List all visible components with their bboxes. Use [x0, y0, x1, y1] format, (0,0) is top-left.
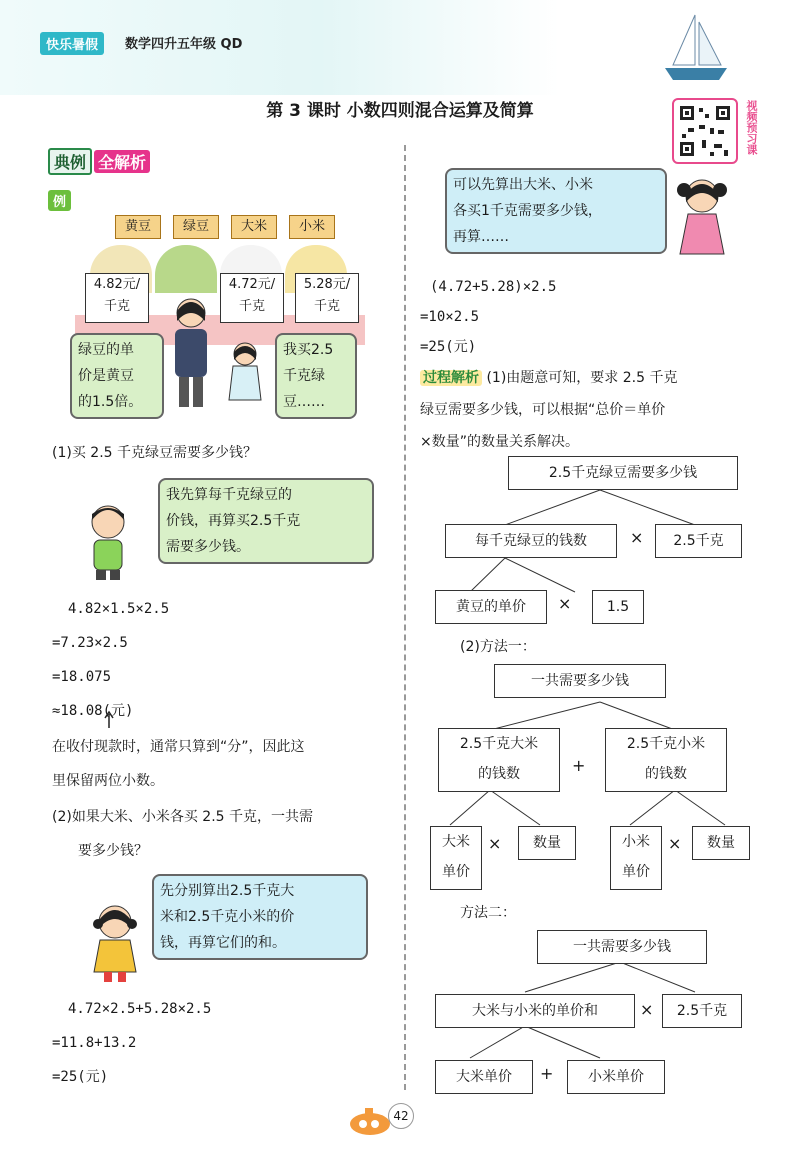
question-1: (1)买 2.5 千克绿豆需要多少钱？ — [52, 445, 257, 461]
bubble-mungbean-price: 绿豆的单 价是黄豆 的1.5倍。 — [70, 333, 164, 419]
page-number: 42 — [388, 1103, 414, 1129]
q1-note: 在收付现款时，通常只算到“分”，因此这 里保留两位小数。 — [52, 739, 305, 789]
tree1-root: 2.5千克绿豆需要多少钱 — [508, 456, 738, 490]
q2-calc: 4.72×2.5+5.28×2.5 — [68, 1001, 212, 1017]
tree3-left: 大米与小米的单价和 — [435, 994, 635, 1028]
tree1-right: 2.5千克 — [655, 524, 742, 558]
right-calc: (4.72+5.28)×2.5 — [430, 279, 557, 295]
section-badge — [48, 148, 150, 174]
tree3-leaf-left: 大米单价 — [435, 1060, 533, 1094]
bubble-q2-strategy: 先分别算出2.5千克大 米和2.5千克小米的价 钱，再算它们的和。 — [152, 874, 368, 960]
tree1-left: 每千克绿豆的钱数 — [445, 524, 617, 558]
sign-soybean: 黄豆 — [115, 215, 161, 239]
q2-calc-steps: =11.8+13.2 =25(元) — [52, 1035, 137, 1085]
bubble-right-strategy: 可以先算出大米、小米 各买1千克需要多少钱， 再算…… — [445, 168, 667, 254]
market-scene — [75, 215, 375, 425]
bubble-buy-mungbean: 我买2.5 千克绿 豆…… — [275, 333, 357, 419]
tree2-right: 2.5千克小米 的钱数 — [605, 728, 727, 792]
submarine-icon — [345, 1100, 395, 1140]
right-calc-steps: =10×2.5 =25(元) — [420, 309, 480, 355]
tree2-plus: + — [572, 756, 586, 775]
q1-calc-steps: =7.23×2.5 =18.075 ≈18.08(元) — [52, 635, 134, 719]
tree1-times: × — [630, 528, 644, 547]
price-tag-rice: 4.72元/ 千克 — [220, 273, 284, 323]
tree3-times: × — [640, 1000, 654, 1019]
tree2-millet-qty: 数量 — [692, 826, 750, 860]
header-tag: 快乐暑假 — [40, 32, 104, 55]
arrow-up-icon — [103, 710, 115, 730]
sign-millet: 小米 — [289, 215, 335, 239]
price-tag-millet: 5.28元/ 千克 — [295, 273, 359, 323]
tree2-root: 一共需要多少钱 — [494, 664, 666, 698]
lesson-title: 第 3 课时 小数四则混合运算及简算 — [266, 101, 534, 121]
tree2-rice-qty: 数量 — [518, 826, 576, 860]
qr-code[interactable] — [672, 98, 738, 164]
sailboat-icon — [655, 10, 735, 85]
q1-calc: 4.82×1.5×2.5 — [68, 601, 170, 617]
sign-rice: 大米 — [231, 215, 277, 239]
tree3-root: 一共需要多少钱 — [537, 930, 707, 964]
boy-figure — [78, 500, 143, 582]
column-divider — [404, 145, 406, 1090]
girl-q2-figure — [88, 900, 143, 985]
bubble-q1-strategy: 我先算每千克绿豆的 价钱，再算买2.5千克 需要多少钱。 — [158, 478, 374, 564]
girl-right-figure — [672, 172, 732, 267]
tree1-leaf-times: × — [558, 594, 572, 613]
girl-figure — [225, 340, 265, 420]
sign-mungbean: 绿豆 — [173, 215, 219, 239]
price-tag-soybean: 4.82元/ 千克 — [85, 273, 149, 323]
tree1-leaf-left: 黄豆的单价 — [435, 590, 547, 624]
tree2-times-left: × — [488, 834, 502, 853]
section-badge-a: 典例 — [48, 148, 92, 175]
tree2-left: 2.5千克大米 的钱数 — [438, 728, 560, 792]
analysis-tag: 过程解析 — [420, 370, 482, 386]
tree2-times-right: × — [668, 834, 682, 853]
example-tag: 例 — [48, 190, 71, 211]
section-badge-b: 全解析 — [94, 150, 150, 173]
question-2: (2)如果大米、小米各买 2.5 千克，一共需 要多少钱？ — [52, 809, 313, 859]
method-2-label: 方法二： — [460, 905, 516, 921]
tree1-leaf-right: 1.5 — [592, 590, 644, 624]
method-1-label: (2)方法一： — [460, 639, 536, 655]
tree2-millet-price: 小米 单价 — [610, 826, 662, 890]
seller-figure — [163, 295, 218, 410]
tree2-rice-price: 大米 单价 — [430, 826, 482, 890]
bin-mungbean — [155, 245, 217, 293]
series-title: 数学四升五年级 QD — [125, 37, 243, 52]
analysis: 过程解析 (1)由题意可知，要求 2.5 千克 绿豆需要多少钱，可以根据“总价＝单价 ×数量”的数量关系解决。 — [420, 370, 678, 450]
tree3-plus: + — [540, 1064, 554, 1083]
tree3-leaf-right: 小米单价 — [567, 1060, 665, 1094]
tree3-right: 2.5千克 — [662, 994, 742, 1028]
qr-label: 视频预习课 — [745, 100, 758, 155]
